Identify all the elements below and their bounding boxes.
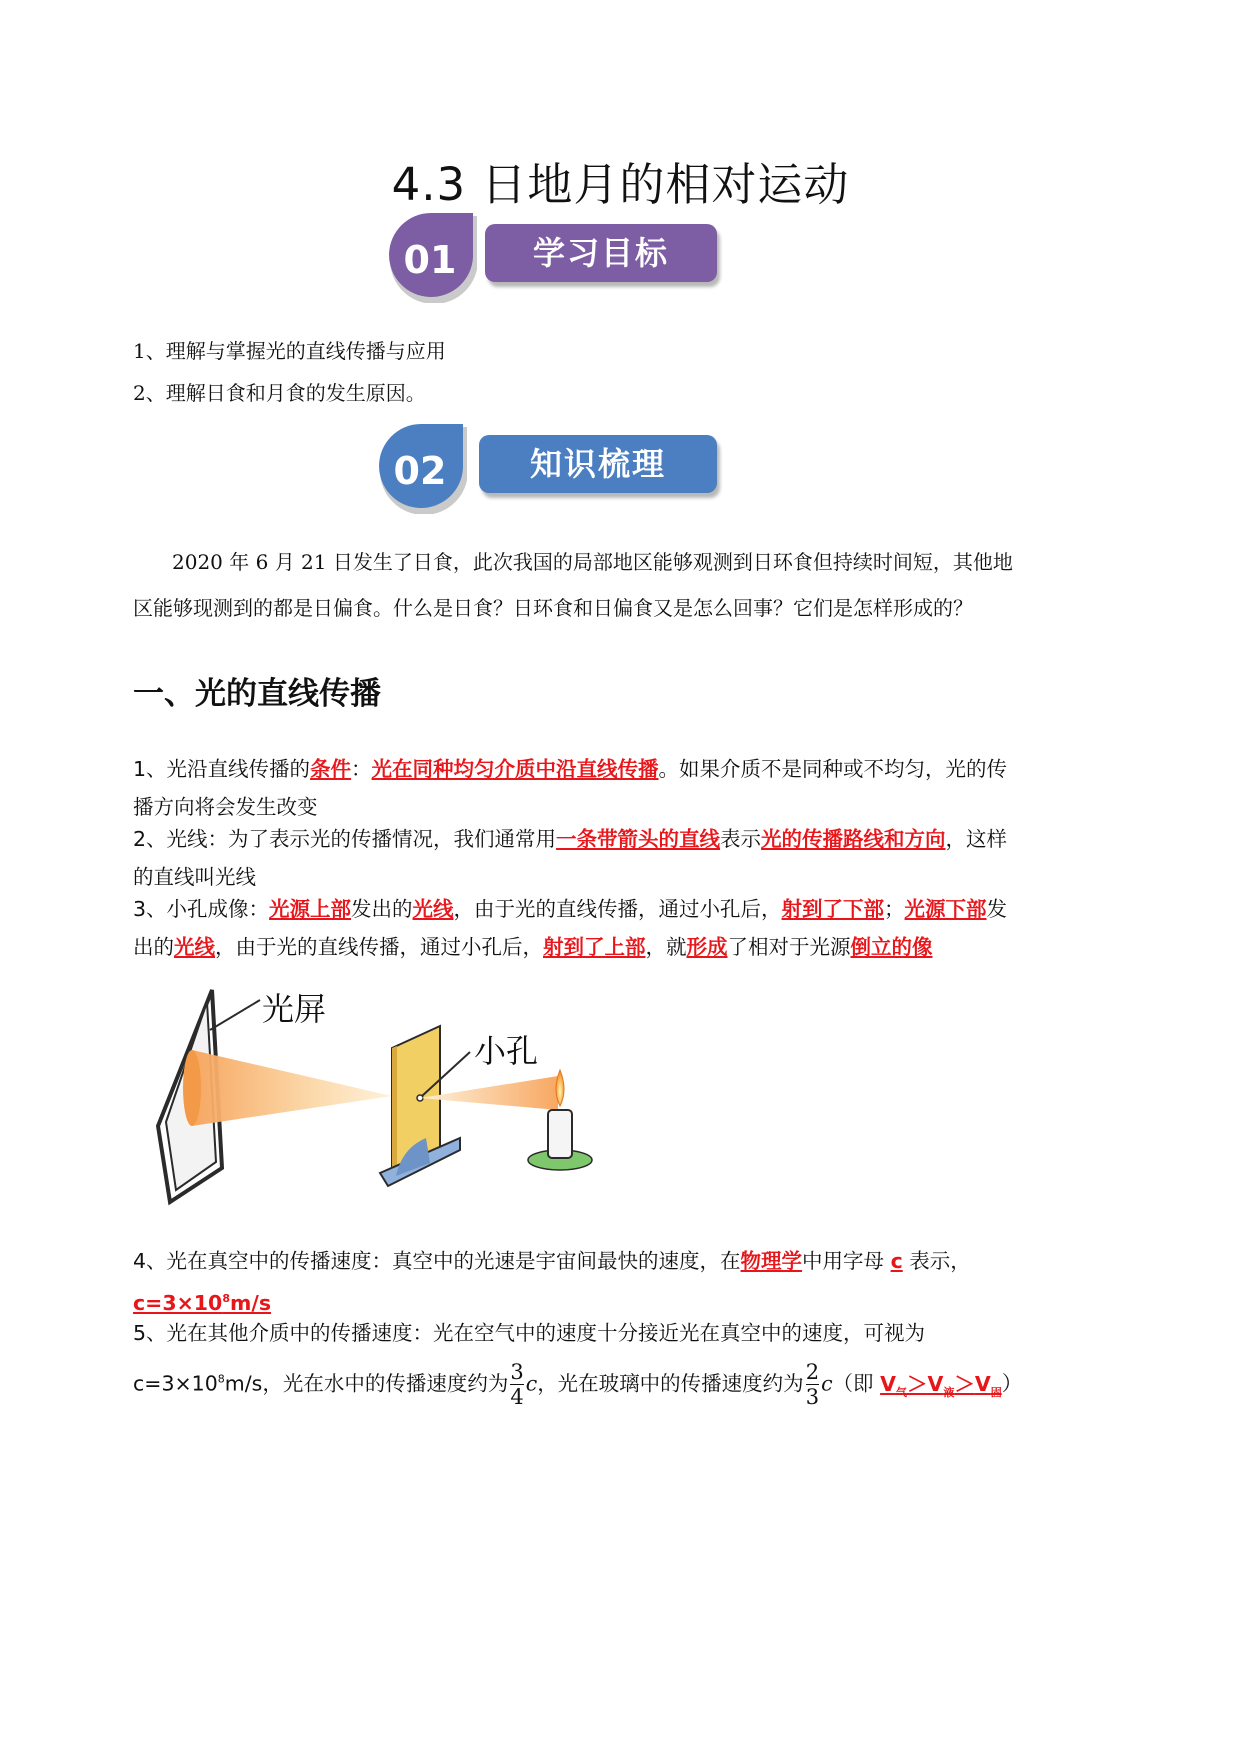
light-beam-left — [192, 1050, 392, 1126]
banner-learning-goals — [385, 211, 725, 307]
banner-knowledge-review — [375, 422, 725, 518]
page-title: 4.3 日地月的相对运动 — [391, 158, 850, 211]
text: 中用字母 — [802, 1249, 891, 1273]
banner-number: 02 — [393, 449, 447, 493]
banner-label: 学习目标 — [485, 224, 717, 282]
text: ，光在玻璃中的传播速度约为 — [537, 1371, 804, 1396]
text: ，这样 — [945, 827, 1008, 851]
text: 的直线叫光线 — [133, 865, 256, 889]
banner-label: 知识梳理 — [479, 435, 717, 493]
text: 发出的 — [351, 897, 413, 921]
knowledge-point-2 — [133, 820, 1113, 896]
text: m/s，光在水中的传播速度约为 — [224, 1371, 509, 1396]
text: c=3×10 — [133, 1371, 218, 1396]
highlight: 光源下部 — [904, 897, 987, 921]
pinhole-label: 小孔 — [474, 1032, 539, 1070]
highlight: 一条带箭头的直线 — [556, 827, 721, 851]
intro-line: 区能够现测到的都是日偏食。什么是日食？日环食和日偏食又是怎么回事？它们是怎样形成的？ — [133, 596, 973, 620]
fraction-two-thirds: $\frac{2}{3}$ — [805, 1360, 820, 1409]
goal-item: 2、理解日食和月食的发生原因。 — [133, 381, 426, 405]
highlight: 光源上部 — [269, 897, 352, 921]
text: ； — [884, 897, 905, 921]
text: ： — [351, 757, 372, 781]
speed-formula: $c=3\times 10^8m/s$ — [133, 1290, 272, 1315]
knowledge-point-1 — [133, 750, 1113, 826]
highlight: 光线 — [412, 897, 454, 921]
barrier — [380, 1026, 460, 1186]
highlight: 物理学 — [740, 1249, 803, 1273]
knowledge-point-4 — [133, 1242, 1113, 1322]
speed-comparison: $V_气>V_液>V_固$ — [880, 1371, 1002, 1399]
knowledge-point-5: 5、光在其他介质中的传播速度：光在空气中的速度十分接近光在真空中的速度，可视为 $c=3\times 10^8m/s$，光在水中的传播速度约为 $\frac{3}{4}$ c，光在玻璃中的传播速度约为 $\frac{2}{3}$ c（即 $V_气>V_液>V_固$） — [133, 1321, 1023, 1409]
text: 表示 — [720, 827, 762, 851]
text: 5、光在其他介质中的传播速度：光在空气中的速度十分接近光在真空中的速度，可视为 — [133, 1321, 926, 1345]
highlight: 形成 — [686, 935, 728, 959]
highlight: 倒立的像 — [850, 935, 933, 959]
knowledge-point-3 — [133, 890, 1113, 966]
text: （即 — [832, 1371, 881, 1396]
screen-label: 光屏 — [262, 990, 327, 1028]
text: 了相对于光源 — [727, 935, 851, 959]
text: ，由于光的直线传播，通过小孔后， — [453, 897, 782, 921]
intro-line: 2020 年 6 月 21 日发生了日食，此次我国的局部地区能够观测到日环食但持续时间短，其他地 — [172, 550, 1013, 574]
text: 。如果介质不是同种或不均匀，光的传 — [658, 757, 1008, 781]
banner-number: 01 — [403, 238, 457, 282]
section-heading: 一、光的直线传播 — [133, 676, 381, 712]
goal-item: 1、理解与掌握光的直线传播与应用 — [133, 339, 446, 363]
highlight: 条件 — [310, 757, 352, 781]
text: ，由于光的直线传播，通过小孔后， — [215, 935, 543, 959]
highlight: 光的传播路线和方向 — [761, 827, 946, 851]
text: 2、光线：为了表示光的传播情况，我们通常用 — [133, 827, 557, 851]
highlight: 光线 — [174, 935, 215, 959]
text: ，就 — [645, 935, 687, 959]
text: 播方向将会发生改变 — [133, 795, 318, 819]
text: 3、小孔成像： — [133, 897, 270, 921]
pinhole-imaging-figure — [140, 978, 620, 1208]
fraction-three-quarters: $\frac{3}{4}$ — [510, 1360, 524, 1409]
highlight: 射到了上部 — [543, 935, 646, 959]
text: 出的 — [133, 935, 174, 959]
text: ） — [1001, 1371, 1023, 1396]
text: 表示， — [902, 1249, 971, 1273]
text: 4、光在真空中的传播速度：真空中的光速是宇宙间最快的速度，在 — [133, 1249, 741, 1273]
highlight: c — [890, 1249, 903, 1273]
highlight: 射到了下部 — [781, 897, 885, 921]
text: 发 — [986, 897, 1008, 921]
highlight: 光在同种均匀介质中沿直线传播 — [371, 757, 659, 781]
inverted-image — [183, 1050, 201, 1126]
text: 1、光沿直线传播的 — [133, 757, 311, 781]
